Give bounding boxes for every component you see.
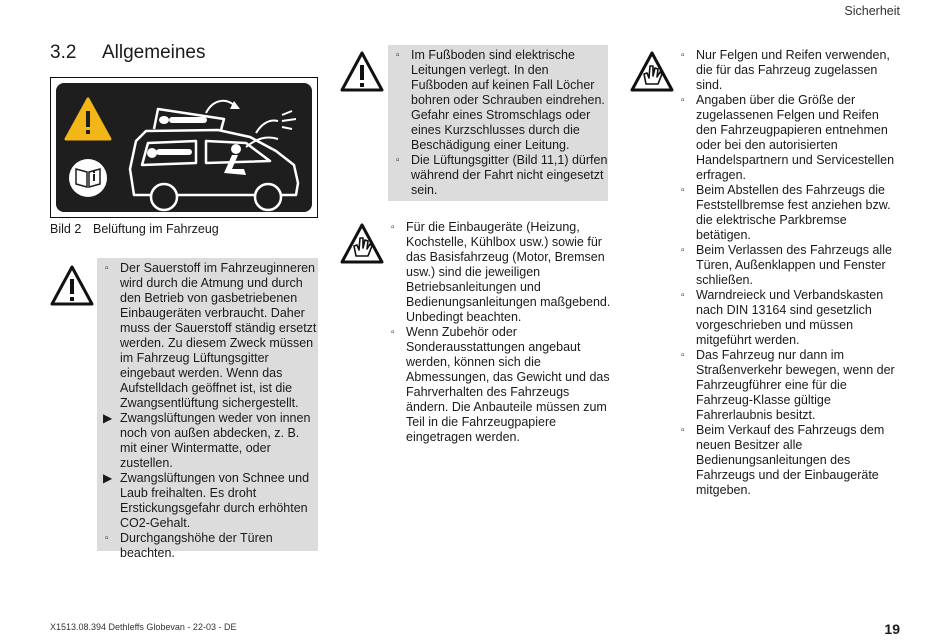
list-item: ▫ Beim Abstellen des Fahrzeugs die Feststellbremse fest anziehen bzw. die elektrische Parkbremse betätigen. bbox=[681, 183, 891, 242]
manual-book-icon bbox=[69, 159, 107, 197]
list-item: ▫ Durchgangshöhe der Türen beachten. bbox=[105, 531, 273, 560]
list-item: ▫ Nur Felgen und Reifen verwenden, die für das Fahrzeug zugelassen sind. bbox=[681, 48, 890, 92]
hand-note-icon bbox=[630, 50, 674, 94]
warning-triangle-icon bbox=[50, 264, 94, 308]
ventilation-figure bbox=[50, 77, 318, 218]
list-item: ▫ Beim Verlassen des Fahrzeugs alle Türen, Außenklappen und Fenster schließen. bbox=[681, 243, 892, 287]
van-ventilation-illustration bbox=[56, 83, 312, 212]
note-block-installations bbox=[388, 220, 613, 445]
section-heading bbox=[50, 42, 206, 64]
list-item: ▫ Für die Einbaugeräte (Heizung, Kochstelle, Kühlbox usw.) sowie für das Basisfahrzeug (Motor, Bremsen usw.) sind die jeweiligen Betriebsanleitungen und Bedienungsanleitungen maßgebend. Unbedingt beachten. bbox=[391, 220, 611, 324]
list-item: ▫ Warndreieck und Verbandskasten nach DIN 13164 sind gesetzlich vorgeschrieben und müssen mitgeführt werden. bbox=[681, 288, 884, 347]
section-title: Allgemeines bbox=[102, 42, 206, 63]
list-item: ▫ Das Fahrzeug nur dann im Straßenverkehr bewegen, wenn der Fahrzeugführer eine für die Fahrzeug-Klasse gültige Fahrerlaubnis besitzt. bbox=[681, 348, 895, 422]
running-header: Sicherheit bbox=[844, 4, 900, 18]
list-item: ▫ Der Sauerstoff im Fahrzeuginneren wird durch die Atmung und durch den Betrieb von gasbetriebenen Einbaugeräten verbraucht. Daher muss der Sauerstoff ständig ersetzt werden. Zu diesem Zweck müssen im Fahrzeug Lüftungsgitter eingebaut werden. Wenn das Aufstelldach geöffnet ist, ist die Zwangsentlüftung sichergestellt. bbox=[105, 261, 317, 410]
warning-triangle-icon bbox=[66, 99, 110, 139]
list-item: ▫ Wenn Zubehör oder Sonderausstattungen angebaut werden, können sich die Abmessungen, das Gewicht und das Fahrverhalten des Fahrzeugs ändern. Die Anbauteile müssen zum Teil in die Fahrzeugpapiere eingetragen werden. bbox=[391, 325, 610, 444]
warning-box-ventilation bbox=[97, 258, 318, 560]
document-reference: X1513.08.394 Dethleffs Globevan - 22-03 - DE bbox=[50, 622, 237, 632]
list-item: ▫ Die Lüftungsgitter (Bild 11,1) dürfen während der Fahrt nicht eingesetzt sein. bbox=[396, 153, 608, 197]
page-number: 19 bbox=[884, 621, 900, 637]
warning-triangle-icon bbox=[340, 50, 384, 94]
list-item: ▶ Zwangslüftungen weder von innen noch von außen abdecken, z. B. mit einer Wintermatte, oder zustellen. bbox=[103, 411, 311, 470]
airflow-arrows bbox=[206, 101, 296, 147]
figure-caption bbox=[50, 222, 219, 236]
rear-wheel bbox=[151, 184, 177, 210]
figure-illustration bbox=[56, 83, 312, 212]
front-wheel bbox=[255, 184, 281, 210]
list-item: ▶ Zwangslüftungen von Schnee und Laub freihalten. Es droht Erstickungsgefahr durch erhöhten CO2-Gehalt. bbox=[103, 471, 310, 530]
note-block-vehicle-general bbox=[678, 48, 900, 498]
list-item: ▫ Beim Verkauf des Fahrzeugs dem neuen Besitzer alle Bedienungsanleitungen des Fahrzeugs und der Einbaugeräte mitgeben. bbox=[681, 423, 885, 497]
hand-note-icon bbox=[340, 222, 384, 266]
section-number: 3.2 bbox=[50, 42, 77, 63]
list-item: ▫ Im Fußboden sind elektrische Leitungen verlegt. In den Fußboden auf keinen Fall Löcher bohren oder Schrauben eindrehen. Gefahr eines Stromschlags oder eines Kurzschlusses durch die Beschädigung einer Leitung. bbox=[396, 48, 605, 152]
warning-box-electrical bbox=[388, 45, 608, 201]
figure-number: Bild 2 bbox=[50, 222, 82, 236]
figure-caption-text: Belüftung im Fahrzeug bbox=[93, 222, 219, 236]
list-item: ▫ Angaben über die Größe der zugelassenen Felgen und Reifen den Fahrzeugpapieren entnehmen oder bei den autorisierten Handelspartnern und Servicestellen erfragen. bbox=[681, 93, 895, 182]
